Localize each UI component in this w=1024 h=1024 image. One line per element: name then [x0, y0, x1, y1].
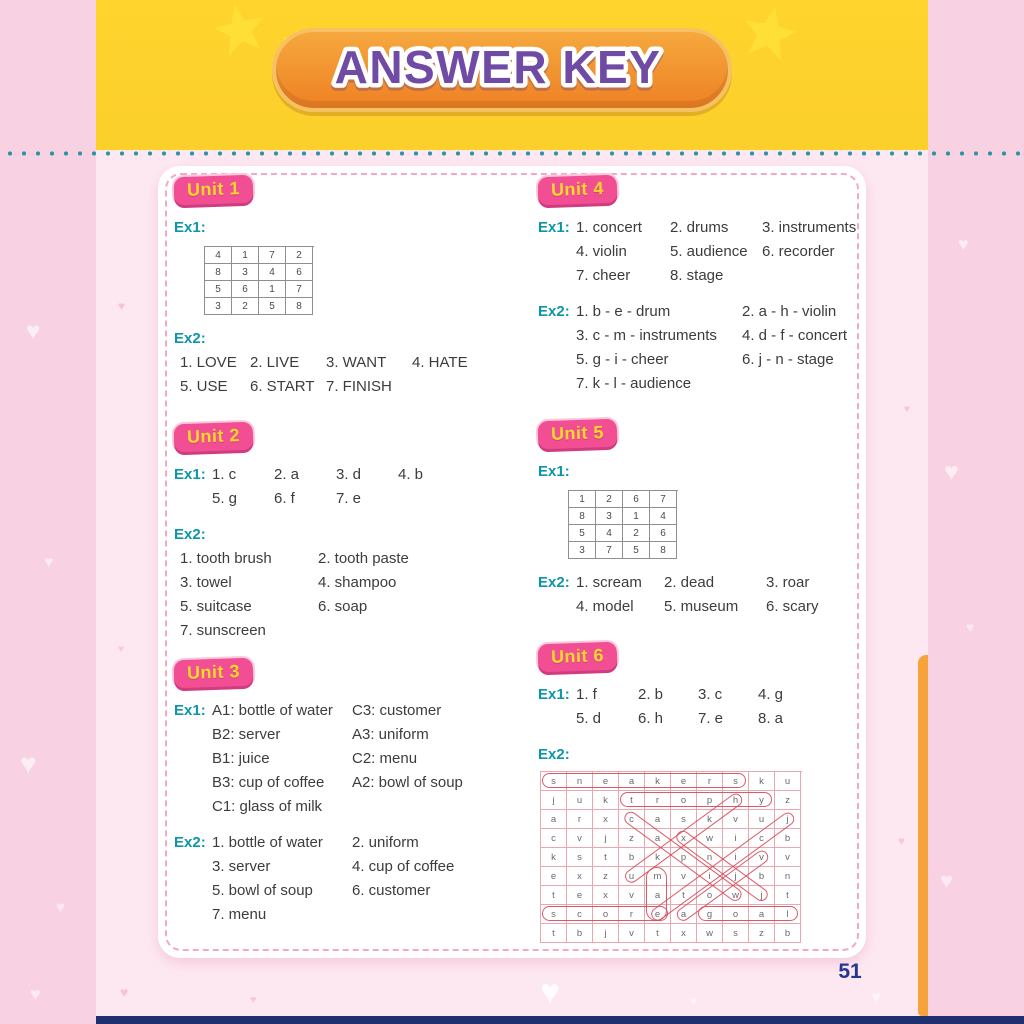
book-edge-strip: [918, 655, 928, 1016]
answer-item: 2. tooth paste: [318, 550, 409, 567]
wordsearch-cell: e: [593, 772, 619, 791]
wordsearch-cell: x: [593, 810, 619, 829]
wordsearch-cell: s: [723, 772, 749, 791]
answer-rows: [576, 683, 783, 731]
answer-item: 5. USE: [180, 378, 228, 395]
answer-row: [576, 595, 819, 619]
wordsearch-cell: s: [541, 905, 567, 924]
answer-item: A3: uniform: [352, 726, 429, 743]
wordsearch-cell: t: [775, 886, 801, 905]
number-grid-cell: 8: [569, 508, 596, 525]
section-unit6-ex1: [538, 683, 854, 731]
answer-item: 3. server: [212, 858, 271, 875]
answer-item: 3. c: [698, 686, 723, 703]
wordsearch-cell: a: [749, 905, 775, 924]
number-grid-cell: 1: [232, 247, 259, 264]
wordsearch-cell: i: [697, 867, 723, 886]
answer-item: 7. e: [698, 710, 724, 727]
wordsearch-cell: a: [645, 829, 671, 848]
wordsearch-cell: j: [593, 924, 619, 943]
wordsearch-cell: k: [749, 772, 775, 791]
section-unit1-ex1: [174, 216, 514, 315]
section-unit3-ex2: [174, 831, 514, 927]
wordsearch-cell: p: [671, 848, 697, 867]
wordsearch-grid: [540, 771, 802, 943]
wordsearch-cell: r: [697, 772, 723, 791]
answer-item: B1: juice: [212, 750, 270, 767]
answer-item: 4. violin: [576, 243, 627, 260]
answer-item: 1. LOVE: [180, 354, 237, 371]
section-unit4-ex1: [538, 216, 857, 288]
number-grid-cell: 7: [650, 491, 677, 508]
number-grid-cell: 6: [650, 525, 677, 542]
number-grid-cell: 1: [569, 491, 596, 508]
unit-block-unit4: [538, 176, 857, 396]
exercise-label: Ex2:: [174, 526, 206, 543]
number-grid-cell: 8: [286, 298, 313, 315]
unit-block-unit3: [174, 659, 514, 927]
unit-badge-wrap: [174, 423, 514, 451]
answer-row: [212, 699, 463, 723]
wordsearch-cell: a: [645, 886, 671, 905]
number-grid-cell: 2: [286, 247, 313, 264]
unit-badge-wrap: [538, 176, 854, 204]
answer-row: [180, 375, 514, 399]
answer-item: 3. towel: [180, 574, 232, 591]
wordsearch-cell: m: [645, 867, 671, 886]
wordsearch-cell: b: [567, 924, 593, 943]
wordsearch-cell: v: [619, 924, 645, 943]
answer-item: 1. tooth brush: [180, 550, 272, 567]
section-unit5-ex1: [538, 460, 854, 559]
section-unit1-ex2: [174, 327, 514, 399]
section-unit2-ex2: [174, 523, 514, 643]
answer-item: 4. model: [576, 598, 634, 615]
answer-item: 3. c - m - instruments: [576, 327, 717, 344]
answer-rows: [212, 463, 423, 511]
answer-item: C3: customer: [352, 702, 442, 719]
section-unit2-ex1: [174, 463, 514, 511]
wordsearch-cell: j: [749, 886, 775, 905]
answer-row: [180, 619, 514, 643]
unit-block-unit6: [538, 643, 854, 944]
answer-item: C2: menu: [352, 750, 418, 767]
answer-row: [180, 571, 514, 595]
answer-row: [576, 300, 847, 324]
exercise-label: Ex1:: [538, 686, 570, 703]
wordsearch-cell: k: [697, 810, 723, 829]
wordsearch-cell: j: [541, 791, 567, 810]
wordsearch-cell: t: [645, 924, 671, 943]
answer-item: 1. scream: [576, 574, 642, 591]
section-unit3-ex1: [174, 699, 514, 819]
wordsearch-cell: e: [671, 772, 697, 791]
right-column: [538, 176, 857, 944]
answer-item: 7. FINISH: [326, 378, 392, 395]
wordsearch-cell: o: [697, 886, 723, 905]
answer-row: [212, 771, 463, 795]
wordsearch-cell: e: [567, 886, 593, 905]
answer-row: [212, 903, 454, 927]
wordsearch-cell: i: [723, 829, 749, 848]
answer-item: 6. f: [274, 490, 295, 507]
wordsearch-cell: k: [541, 848, 567, 867]
unit-badge: Unit 5: [538, 419, 618, 450]
unit-block-unit2: [174, 423, 514, 643]
answer-item: 5. g: [212, 490, 238, 507]
number-grid: [568, 490, 678, 559]
answer-row: [212, 723, 463, 747]
answer-item: 1. c: [212, 466, 237, 483]
answer-item: 8. stage: [670, 267, 724, 284]
answer-row: [576, 324, 847, 348]
section-unit5-ex2: [538, 571, 854, 619]
page-number: 51: [838, 960, 862, 983]
number-grid-cell: 8: [205, 264, 232, 281]
wordsearch-cell: c: [619, 810, 645, 829]
answer-row: [212, 795, 463, 819]
wordsearch-cell: j: [775, 810, 801, 829]
answer-item: 3. WANT: [326, 354, 387, 371]
answer-item: 1. concert: [576, 219, 642, 236]
answer-row: [576, 348, 847, 372]
wordsearch-cell: v: [671, 867, 697, 886]
number-grid-cell: 4: [596, 525, 623, 542]
heart-decoration: [944, 460, 959, 485]
wordsearch-cell: a: [619, 772, 645, 791]
wordsearch-cell: s: [567, 848, 593, 867]
exercise-label: Ex1:: [174, 702, 206, 719]
number-grid-cell: 7: [259, 247, 286, 264]
answer-row: [212, 463, 423, 487]
wordsearch-cell: i: [723, 848, 749, 867]
answer-row: [180, 547, 514, 571]
answer-row: [576, 264, 856, 288]
answer-item: 2. LIVE: [250, 354, 300, 371]
wordsearch-cell: t: [619, 791, 645, 810]
answer-item: 4. shampoo: [318, 574, 397, 591]
number-grid-cell: 5: [259, 298, 286, 315]
wordsearch-cell: v: [723, 810, 749, 829]
answer-row: [576, 372, 847, 396]
answer-item: 7. k - l - audience: [576, 375, 692, 392]
answer-row: [576, 216, 856, 240]
heart-decoration: [30, 985, 41, 1003]
answer-rows: [212, 831, 454, 927]
heart-decoration: [958, 235, 969, 253]
wordsearch-cell: w: [697, 924, 723, 943]
number-grid-cell: 1: [623, 508, 650, 525]
wordsearch-cell: j: [723, 867, 749, 886]
page-title: ANSWER KEY: [334, 41, 662, 93]
answer-item: 2. a: [274, 466, 300, 483]
wordsearch-cell: e: [541, 867, 567, 886]
answer-item: 1. f: [576, 686, 597, 703]
exercise-label: Ex1:: [174, 466, 206, 483]
answer-item: 2. b: [638, 686, 664, 703]
section-unit4-ex2: [538, 300, 854, 396]
answer-rows: [576, 300, 847, 396]
wordsearch-cell: w: [723, 886, 749, 905]
number-grid-cell: 3: [205, 298, 232, 315]
answer-item: 7. menu: [212, 906, 267, 923]
wordsearch-cell: t: [541, 924, 567, 943]
wordsearch-cell: k: [645, 848, 671, 867]
answer-row: [180, 351, 514, 375]
answer-item: 4. d - f - concert: [742, 327, 848, 344]
answer-row: [212, 831, 454, 855]
answer-item: 7. e: [336, 490, 362, 507]
section-unit6-ex2: [538, 743, 854, 944]
left-column: [174, 176, 514, 927]
unit-badge: Unit 6: [538, 642, 618, 673]
wordsearch-cell: n: [697, 848, 723, 867]
exercise-label: Ex2:: [174, 330, 206, 347]
wordsearch-cell: j: [593, 829, 619, 848]
wordsearch-cell: t: [593, 848, 619, 867]
answer-item: 5. museum: [664, 598, 739, 615]
wordsearch-cell: u: [619, 867, 645, 886]
exercise-label: Ex1:: [174, 219, 206, 236]
exercise-label: Ex2:: [538, 574, 570, 591]
answer-rows: [180, 547, 514, 643]
answer-item: 6. customer: [352, 882, 431, 899]
wordsearch-cell: s: [723, 924, 749, 943]
wordsearch-cell: c: [541, 829, 567, 848]
answer-item: 5. suitcase: [180, 598, 252, 615]
star-icon: [737, 1, 802, 66]
answer-item: 5. audience: [670, 243, 748, 260]
number-grid-cell: 2: [623, 525, 650, 542]
answer-key-banner: [272, 28, 732, 112]
number-grid-cell: 2: [232, 298, 259, 315]
answer-item: 5. g - i - cheer: [576, 351, 669, 368]
answer-item: 3. d: [336, 466, 362, 483]
answer-item: 7. sunscreen: [180, 622, 266, 639]
number-grid-cell: 7: [596, 542, 623, 559]
wordsearch-cell: k: [645, 772, 671, 791]
exercise-label: Ex1:: [538, 219, 570, 236]
wordsearch-cell: a: [671, 905, 697, 924]
wordsearch-cell: b: [749, 867, 775, 886]
wordsearch-cell: l: [775, 905, 801, 924]
wordsearch-cell: v: [775, 848, 801, 867]
wordsearch-cell: r: [645, 791, 671, 810]
answer-key-title-graphic: [276, 32, 720, 100]
wordsearch-cell: a: [645, 810, 671, 829]
unit-badge-wrap: [174, 659, 514, 687]
answer-item: 6. START: [250, 378, 315, 395]
wordsearch-cell: u: [749, 810, 775, 829]
answer-item: 1. bottle of water: [212, 834, 323, 851]
wordsearch-cell: x: [567, 867, 593, 886]
unit-badge: Unit 2: [174, 422, 254, 453]
number-grid-cell: 5: [569, 525, 596, 542]
heart-decoration: [966, 620, 974, 634]
number-grid-cell: 4: [205, 247, 232, 264]
wordsearch-cell: z: [619, 829, 645, 848]
answer-row: [576, 240, 856, 264]
answer-item: 4. cup of coffee: [352, 858, 455, 875]
answer-item: 2. drums: [670, 219, 729, 236]
number-grid-cell: 5: [205, 281, 232, 298]
unit-badge-wrap: [538, 643, 854, 671]
number-grid-cell: 4: [259, 264, 286, 281]
wordsearch-cell: b: [775, 829, 801, 848]
wordsearch-cell: e: [645, 905, 671, 924]
answer-rows: [212, 699, 463, 819]
answer-row: [212, 855, 454, 879]
answer-item: 3. instruments: [762, 219, 857, 236]
answer-item: B3: cup of coffee: [212, 774, 325, 791]
wordsearch-cell: h: [723, 791, 749, 810]
number-grid-cell: 6: [286, 264, 313, 281]
answer-item: 3. roar: [766, 574, 810, 591]
wordsearch-cell: r: [619, 905, 645, 924]
answer-row: [576, 707, 783, 731]
wordsearch-cell: v: [619, 886, 645, 905]
answer-item: 5. bowl of soup: [212, 882, 313, 899]
wordsearch-cell: v: [749, 848, 775, 867]
wordsearch-cell: s: [671, 810, 697, 829]
wordsearch-cell: z: [775, 791, 801, 810]
wordsearch-cell: p: [697, 791, 723, 810]
answer-row: [576, 571, 819, 595]
dotted-divider: [0, 150, 1024, 157]
wordsearch-cell: u: [567, 791, 593, 810]
unit-badge-wrap: [174, 176, 514, 204]
unit-badge: Unit 4: [538, 175, 618, 206]
unit-block-unit5: [538, 420, 854, 619]
number-grid-cell: 6: [623, 491, 650, 508]
answer-item: 8. a: [758, 710, 784, 727]
number-grid-cell: 3: [596, 508, 623, 525]
wordsearch-cell: c: [749, 829, 775, 848]
number-grid-cell: 5: [623, 542, 650, 559]
answer-row: [212, 747, 463, 771]
number-grid-cell: 1: [259, 281, 286, 298]
wordsearch-cell: g: [697, 905, 723, 924]
wordsearch-cell: y: [749, 791, 775, 810]
answer-item: 6. soap: [318, 598, 368, 615]
answer-item: C1: glass of milk: [212, 798, 323, 815]
wordsearch-cell: t: [671, 886, 697, 905]
wordsearch-cell: t: [541, 886, 567, 905]
wordsearch-cell: o: [671, 791, 697, 810]
number-grid-cell: 8: [650, 542, 677, 559]
number-grid-cell: 4: [650, 508, 677, 525]
answer-item: 6. h: [638, 710, 664, 727]
answer-row: [212, 487, 423, 511]
number-grid: [204, 246, 314, 315]
answer-row: [212, 879, 454, 903]
answer-row: [180, 595, 514, 619]
heart-decoration: [56, 900, 65, 915]
wordsearch-cell: z: [593, 867, 619, 886]
number-grid-cell: 6: [232, 281, 259, 298]
answer-item: 2. dead: [664, 574, 715, 591]
answer-item: 2. a - h - violin: [742, 303, 837, 320]
answer-card: [158, 166, 866, 958]
answer-item: 6. recorder: [762, 243, 835, 260]
exercise-label: Ex2:: [538, 303, 570, 320]
wordsearch: [540, 771, 802, 944]
heart-decoration: [26, 320, 40, 344]
answer-item: 6. j - n - stage: [742, 351, 834, 368]
wordsearch-cell: o: [593, 905, 619, 924]
wordsearch-cell: c: [567, 905, 593, 924]
number-grid-cell: 2: [596, 491, 623, 508]
answer-item: B2: server: [212, 726, 281, 743]
answer-item: 4. HATE: [412, 354, 468, 371]
answer-item: 7. cheer: [576, 267, 631, 284]
exercise-label: Ex2:: [538, 746, 570, 763]
heart-decoration: [44, 555, 54, 571]
wordsearch-cell: o: [723, 905, 749, 924]
unit-badge-wrap: [538, 420, 854, 448]
exercise-label: Ex2:: [174, 834, 206, 851]
answer-rows: [576, 571, 819, 619]
answer-item: A1: bottle of water: [212, 702, 333, 719]
wordsearch-cell: x: [671, 924, 697, 943]
wordsearch-cell: u: [775, 772, 801, 791]
unit-block-unit1: [174, 176, 514, 399]
bottom-cover-strip: [96, 1016, 1024, 1024]
number-grid-cell: 3: [569, 542, 596, 559]
answer-rows: [180, 351, 514, 399]
answer-row: [576, 683, 783, 707]
answer-item: 5. d: [576, 710, 602, 727]
wordsearch-cell: z: [749, 924, 775, 943]
number-grid-cell: 3: [232, 264, 259, 281]
star-icon: [209, 0, 271, 61]
answer-item: 4. g: [758, 686, 784, 703]
answer-item: 2. uniform: [352, 834, 419, 851]
answer-item: 1. b - e - drum: [576, 303, 671, 320]
wordsearch-cell: v: [567, 829, 593, 848]
wordsearch-cell: r: [567, 810, 593, 829]
unit-badge: Unit 3: [174, 658, 254, 689]
wordsearch-cell: x: [671, 829, 697, 848]
exercise-label: Ex1:: [538, 463, 570, 480]
heart-decoration: [940, 870, 953, 892]
wordsearch-cell: x: [593, 886, 619, 905]
answer-item: 4. b: [398, 466, 424, 483]
answer-item: A2: bowl of soup: [352, 774, 463, 791]
wordsearch-cell: a: [541, 810, 567, 829]
wordsearch-cell: w: [697, 829, 723, 848]
wordsearch-cell: b: [619, 848, 645, 867]
unit-badge: Unit 1: [174, 175, 254, 206]
wordsearch-cell: s: [541, 772, 567, 791]
wordsearch-cell: k: [593, 791, 619, 810]
number-grid-cell: 7: [286, 281, 313, 298]
wordsearch-cell: n: [567, 772, 593, 791]
heart-decoration: [20, 750, 37, 778]
answer-rows: [576, 216, 856, 288]
wordsearch-cell: n: [775, 867, 801, 886]
wordsearch-cell: b: [775, 924, 801, 943]
answer-item: 6. scary: [766, 598, 819, 615]
